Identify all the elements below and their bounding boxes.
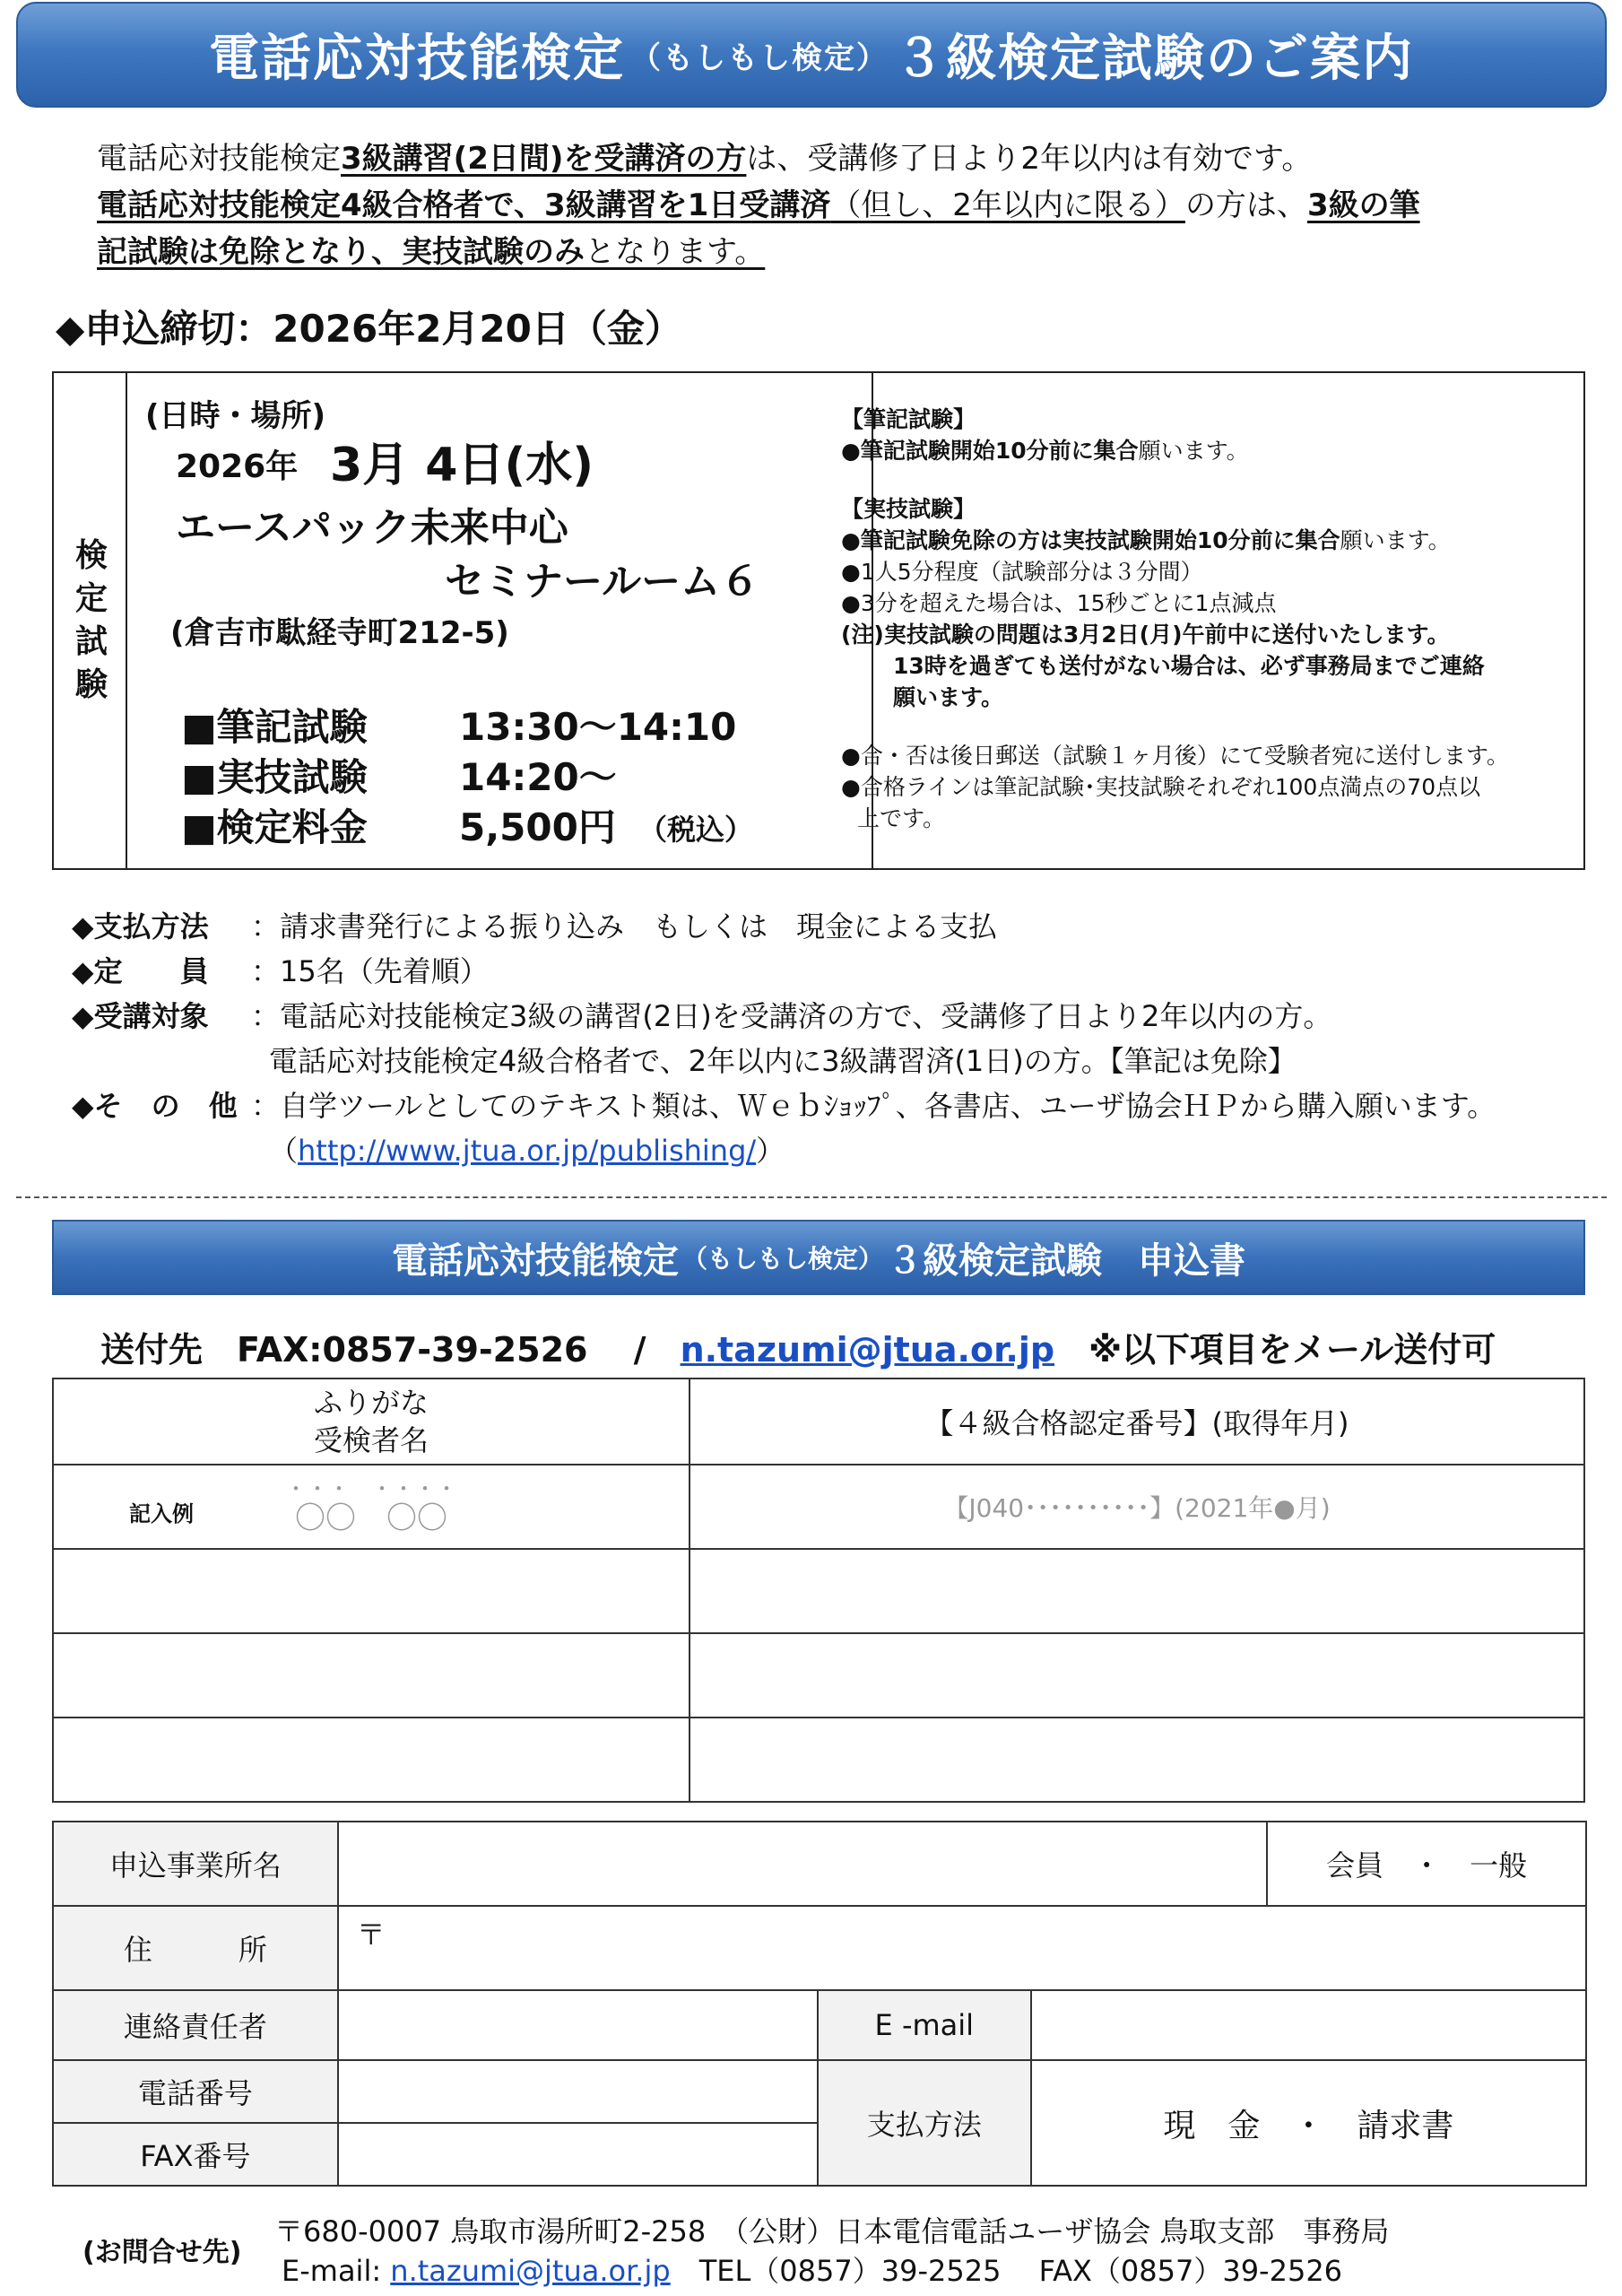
practical-exam-label: ■実技試験 xyxy=(181,755,368,799)
applicant-cert-input[interactable] xyxy=(690,1549,1584,1633)
info-target xyxy=(72,994,1331,1039)
inquiry-phone-fax: TEL（0857）39-2525 FAX（0857）39-2526 xyxy=(670,2254,1343,2288)
address-input[interactable]: 〒 xyxy=(338,1906,1586,1990)
applicant-cert-input[interactable] xyxy=(690,1718,1584,1802)
note-text: ●3分を超えた場合は、15秒ごとに1点減点 xyxy=(841,590,1277,616)
membership-select[interactable]: 会員 ・ 一般 xyxy=(1267,1822,1586,1906)
side-char: 検 xyxy=(74,537,108,574)
form-title-part1: 電話応対技能検定 xyxy=(391,1239,679,1282)
intro-line-1 xyxy=(97,136,1312,181)
inquiry-email-link[interactable]: n.tazumi@jtua.or.jp xyxy=(390,2254,671,2288)
note-heading: 【筆記試験】 xyxy=(841,406,976,432)
applicant-row xyxy=(53,1633,1584,1718)
side-char: 定 xyxy=(74,580,108,617)
note-gap xyxy=(841,466,1576,493)
fax-label: FAX番号 xyxy=(53,2123,338,2186)
example-label: 記入例 xyxy=(129,1501,194,1526)
header-cert-number: 【４級合格認定番号】(取得年月) xyxy=(690,1378,1584,1465)
note-bold: 願います。 xyxy=(893,684,1004,710)
publishing-link[interactable]: http://www.jtua.or.jp/publishing/ xyxy=(298,1134,757,1168)
info-url-line xyxy=(269,1128,785,1173)
info-capacity xyxy=(72,949,489,994)
email-input[interactable] xyxy=(1031,1990,1586,2060)
intro-text: となります。 xyxy=(585,234,766,270)
intro-text: 電話応対技能検定 xyxy=(97,141,341,177)
form-title-banner xyxy=(52,1220,1585,1295)
info-key: ◆そ の 他 xyxy=(72,1089,238,1123)
practical-exam-time: 14:20～ xyxy=(459,755,617,799)
phone-label: 電話番号 xyxy=(53,2060,338,2123)
intro-line-2 xyxy=(97,183,1420,228)
example-row xyxy=(53,1465,1584,1549)
address-label: 住 所 xyxy=(53,1906,338,1990)
intro-text: （但し、2年以内に限る） xyxy=(830,187,1185,223)
applicant-row xyxy=(53,1718,1584,1802)
intro-line-3 xyxy=(97,230,765,274)
exam-side-label xyxy=(74,535,109,707)
applicant-name-input[interactable] xyxy=(53,1718,690,1802)
applicant-name-input[interactable] xyxy=(53,1549,690,1633)
note-gap xyxy=(841,713,1576,740)
info-key: ◆支払方法 xyxy=(72,909,209,944)
schedule-heading: (日時・場所) xyxy=(145,398,326,434)
exam-fee-price: 5,500円 xyxy=(459,805,616,849)
form-title-part3: ３級検定試験 申込書 xyxy=(887,1239,1245,1282)
title-part3: ３級検定試験のご案内 xyxy=(894,30,1414,88)
exam-schedule-column xyxy=(127,373,873,868)
send-to-note: ※以下項目をメール送付可 xyxy=(1054,1330,1496,1370)
info-key: ◆定 員 xyxy=(72,954,209,988)
inquiry-contact-line xyxy=(282,2251,1342,2291)
office-name-label: 申込事業所名 xyxy=(53,1822,338,1906)
header-examinee-name: 受検者名 xyxy=(313,1423,429,1457)
info-value: ：15名（先着順） xyxy=(251,954,489,988)
info-target-2: 電話応対技能検定4級合格者で、2年以内に3級講習済(1日)の方。【筆記は免除】 xyxy=(269,1044,1297,1078)
note-bold: ●筆記試験免除の方は実技試験開始10分前に集合 xyxy=(841,527,1340,553)
inquiry-address: 〒680-0007 鳥取市湯所町2-258 （公財）日本電信電話ユーザ協会 鳥取支部 事務局 xyxy=(274,2214,1390,2248)
applicants-header-row xyxy=(53,1378,1584,1465)
exam-fee-tax: （税込） xyxy=(638,813,754,847)
contact-person-label: 連絡責任者 xyxy=(53,1990,338,2060)
title-banner xyxy=(16,2,1607,108)
intro-text: は、受講修了日より2年以内は有効です。 xyxy=(746,141,1313,177)
exam-fee-label: ■検定料金 xyxy=(181,805,368,849)
info-key: ◆受講対象 xyxy=(72,999,209,1033)
side-char: 試 xyxy=(74,623,108,660)
contact-row xyxy=(53,1990,1586,2060)
exam-side-label-column xyxy=(54,373,127,868)
example-name-cell xyxy=(53,1465,690,1549)
application-deadline: ◆申込締切：2026年2月20日（金） xyxy=(56,307,682,351)
header-furigana: ふりがな xyxy=(313,1386,429,1420)
note-text: ●合格ラインは筆記試験･実技試験それぞれ100点満点の70点以 xyxy=(841,774,1481,800)
note-text: 上です。 xyxy=(857,805,946,831)
info-other xyxy=(72,1083,1496,1128)
written-exam-label: ■筆記試験 xyxy=(181,705,368,749)
venue-room: セミナールーム６ xyxy=(445,559,760,604)
intro-text: の方は、 xyxy=(1184,187,1307,223)
note-text: 願います。 xyxy=(1138,438,1249,464)
intro-emphasis: 電話応対技能検定4級合格者で、3級講習を1日受講済 xyxy=(97,187,831,223)
title-part1: 電話応対技能検定 xyxy=(209,30,625,88)
exam-notes xyxy=(841,404,1576,834)
written-exam-time: 13:30～14:10 xyxy=(459,705,737,749)
venue-name: エースパック未来中心 xyxy=(176,505,568,551)
note-heading: 【実技試験】 xyxy=(841,496,976,522)
info-value: ：電話応対技能検定3級の講習(2日)を受講済の方で、受講修了日より2年以内の方。 xyxy=(251,999,1332,1033)
send-to-email-link[interactable]: n.tazumi@jtua.or.jp xyxy=(680,1330,1055,1370)
info-value: ：自学ツールとしてのテキスト類は、Ｗｅｂｼｮｯﾌﾟ、各書店、ユーザ協会ＨＰから購入願います。 xyxy=(251,1089,1496,1123)
inquiry-label: (お問合せ先) xyxy=(82,2237,242,2268)
applicants-table xyxy=(52,1378,1585,1803)
applicant-row xyxy=(53,1549,1584,1633)
phone-row xyxy=(53,2060,1586,2123)
office-name-row xyxy=(53,1822,1586,1906)
contact-person-input[interactable] xyxy=(338,1990,818,2060)
payment-method-label: 支払方法 xyxy=(818,2060,1031,2186)
applicant-name-input[interactable] xyxy=(53,1633,690,1718)
note-bold: (注)実技試験の問題は3月2日(月)午前中に送付いたします。 xyxy=(841,622,1450,648)
example-cert-number: 【J040･･････････】(2021年●月) xyxy=(690,1465,1584,1549)
note-text: 願います。 xyxy=(1340,527,1451,553)
header-name xyxy=(53,1378,690,1465)
payment-method-select[interactable]: 現 金 ・ 請求書 xyxy=(1031,2060,1586,2186)
note-bold: 13時を過ぎても送付がない場合は、必ず事務局までご連絡 xyxy=(893,653,1485,679)
email-label: E -mail xyxy=(818,1990,1031,2060)
intro-emphasis: 3級の筆 xyxy=(1306,187,1420,223)
intro-emphasis: 記試験は免除となり、実技試験のみ xyxy=(97,234,585,270)
phone-input[interactable] xyxy=(338,2060,818,2123)
paren: （ xyxy=(269,1134,299,1168)
note-bold: ●筆記試験開始10分前に集合 xyxy=(841,438,1139,464)
exam-year: 2026年 xyxy=(176,448,299,485)
intro-emphasis: 3級講習(2日間)を受講済の方 xyxy=(341,141,747,177)
office-name-input[interactable] xyxy=(338,1822,1268,1906)
example-name: 〇〇 〇〇 xyxy=(295,1500,447,1536)
fax-input[interactable] xyxy=(338,2123,818,2186)
inquiry-email-label: E-mail: xyxy=(282,2254,391,2288)
title-part2: （もしもし検定） xyxy=(630,39,889,76)
paren: ） xyxy=(756,1134,785,1168)
send-to-line xyxy=(100,1322,1496,1371)
info-value: ：請求書発行による振り込み もしくは 現金による支払 xyxy=(251,909,998,944)
side-char: 験 xyxy=(74,666,108,703)
exam-date: 3月 4日(水) xyxy=(330,439,594,492)
form-title-part2: （もしもし検定） xyxy=(681,1244,883,1274)
info-payment xyxy=(72,904,997,949)
venue-address: (倉吉市駄経寺町212-5) xyxy=(170,615,509,651)
send-to-fax: 送付先 FAX:0857-39-2526 / xyxy=(100,1330,681,1370)
address-row xyxy=(53,1906,1586,1990)
cut-line xyxy=(16,1196,1607,1198)
applicant-cert-input[interactable] xyxy=(690,1633,1584,1718)
office-info-table xyxy=(52,1821,1587,2187)
note-text: ●1人5分程度（試験部分は３分間） xyxy=(841,559,1203,585)
example-furigana: ・・・ ・・・・ xyxy=(285,1476,457,1501)
note-text: ●合・否は後日郵送（試験１ヶ月後）にて受験者宛に送付します。 xyxy=(841,743,1509,769)
